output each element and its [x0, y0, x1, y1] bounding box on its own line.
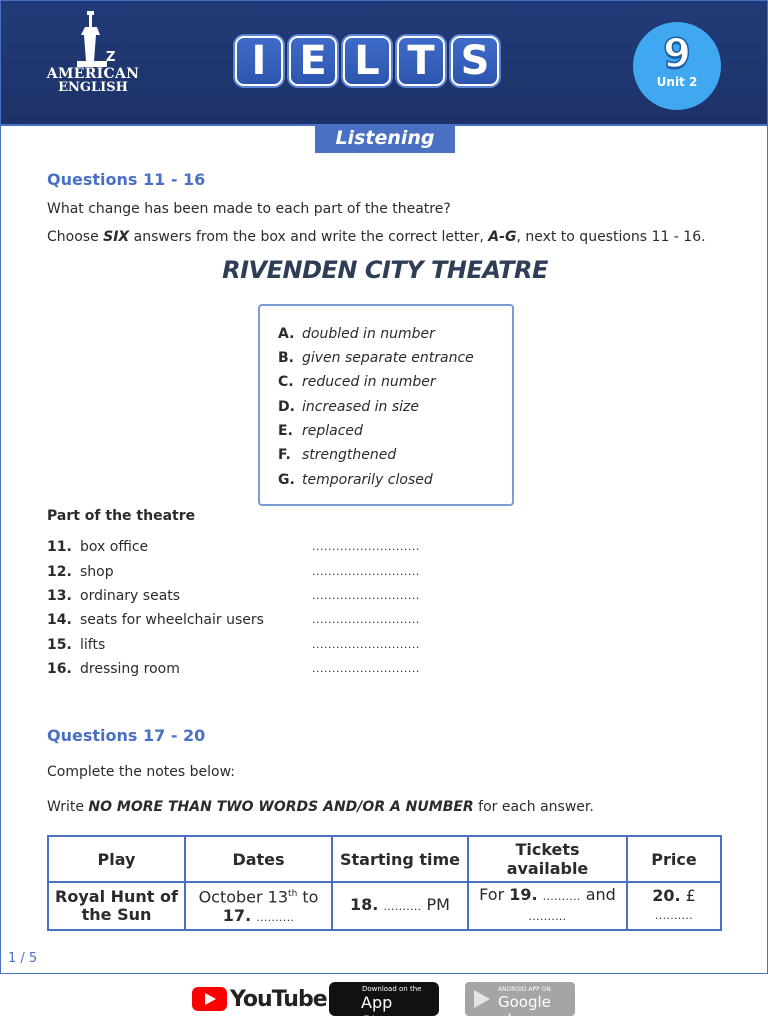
answer-blank[interactable]: .......... [256, 910, 295, 924]
play-cell: Royal Hunt of the Sun [48, 882, 185, 930]
option-item: F. strengthened [278, 447, 397, 463]
option-item: D. increased in size [278, 399, 420, 415]
option-item: G. temporarily closed [278, 472, 433, 488]
american-english-logo [41, 11, 145, 111]
time-cell: 18. .......... PM [332, 882, 468, 930]
option-item: B. given separate entrance [278, 350, 474, 366]
logo-text-english: ENGLISH [58, 80, 128, 95]
page-number: 1 / 5 [8, 951, 38, 966]
table-header-row [48, 836, 721, 882]
title-letter-tile: I [235, 36, 283, 86]
youtube-play-icon [192, 987, 227, 1011]
answer-blank[interactable]: ........................... [312, 662, 420, 675]
app-store-badge[interactable] [329, 982, 439, 1031]
svg-text:Z: Z [106, 50, 116, 65]
answer-row: 14. seats for wheelchair users ........................... [47, 612, 420, 628]
title-letter-tile: L [343, 36, 391, 86]
answer-blank[interactable]: ........................... [312, 565, 420, 578]
notes-table [47, 835, 722, 931]
column-header: Price [627, 836, 721, 882]
price-cell: 20. £ .......... [627, 882, 721, 930]
column-header: Starting time [332, 836, 468, 882]
answer-blank[interactable]: .......... [383, 900, 422, 913]
parts-heading: Part of the theatre [47, 508, 196, 524]
answer-row: 11. box office ........................... [47, 539, 420, 555]
answer-blank[interactable]: ........................... [312, 613, 420, 626]
app-store-label: App Store [361, 993, 404, 1031]
question-prompt: Complete the notes below: [47, 764, 235, 780]
title-letter-tile: T [397, 36, 445, 86]
option-item: A. doubled in number [278, 326, 435, 342]
dates-cell: October 13th to 17. .......... [185, 882, 332, 930]
statue-of-liberty-icon [63, 11, 123, 67]
google-play-icon [474, 990, 490, 1008]
answer-row: 15. lifts ........................... [47, 637, 420, 653]
answer-blank[interactable]: ........................... [312, 638, 420, 651]
options-box [258, 304, 514, 506]
app-store-caption: Download on the [362, 985, 422, 993]
question-instructions: Choose SIX answers from the box and write the correct letter, A-G, next to questions 11 - 16. [47, 229, 706, 245]
google-play-caption: ANDROID APP ON [498, 986, 551, 993]
answer-blank[interactable]: .......... [542, 890, 581, 903]
table-row [48, 882, 721, 930]
column-header: Play [48, 836, 185, 882]
title-letter-tile: S [451, 36, 499, 86]
google-play-badge[interactable] [465, 982, 575, 1029]
column-header: Tickets available [468, 836, 627, 882]
answer-blank[interactable]: ........................... [312, 589, 420, 602]
questions-11-16-heading: Questions 11 - 16 [47, 170, 206, 189]
ielts-title [235, 36, 499, 86]
book-number: 9 [663, 31, 691, 77]
title-letter-tile: E [289, 36, 337, 86]
logo-text-american: AMERICAN [46, 66, 140, 82]
youtube-label: YouTube [230, 986, 327, 1012]
column-header: Dates [185, 836, 332, 882]
section-label: Listening [315, 125, 455, 153]
theatre-title: RIVENDEN CITY THEATRE [222, 256, 548, 284]
option-item: C. reduced in number [278, 374, 436, 390]
header-banner [1, 1, 767, 126]
tickets-cell: For 19. .......... and .......... [468, 882, 627, 930]
option-item: E. replaced [278, 423, 363, 439]
question-instructions: Write NO MORE THAN TWO WORDS AND/OR A NUMBER for each answer. [47, 799, 594, 815]
question-prompt: What change has been made to each part of the theatre? [47, 201, 451, 217]
youtube-link[interactable] [192, 987, 327, 1011]
answer-blank[interactable]: .......... [528, 910, 567, 923]
answer-blank[interactable]: .......... [655, 909, 693, 922]
google-play-label: Google play [498, 993, 551, 1029]
book-unit-badge [633, 22, 721, 110]
questions-17-20-heading: Questions 17 - 20 [47, 726, 206, 745]
answer-blank[interactable]: ........................... [312, 540, 420, 553]
answer-row: 16. dressing room ........................... [47, 661, 420, 677]
unit-label: Unit 2 [656, 75, 698, 89]
answer-row: 12. shop ........................... [47, 564, 420, 580]
answer-row: 13. ordinary seats ........................... [47, 588, 420, 604]
